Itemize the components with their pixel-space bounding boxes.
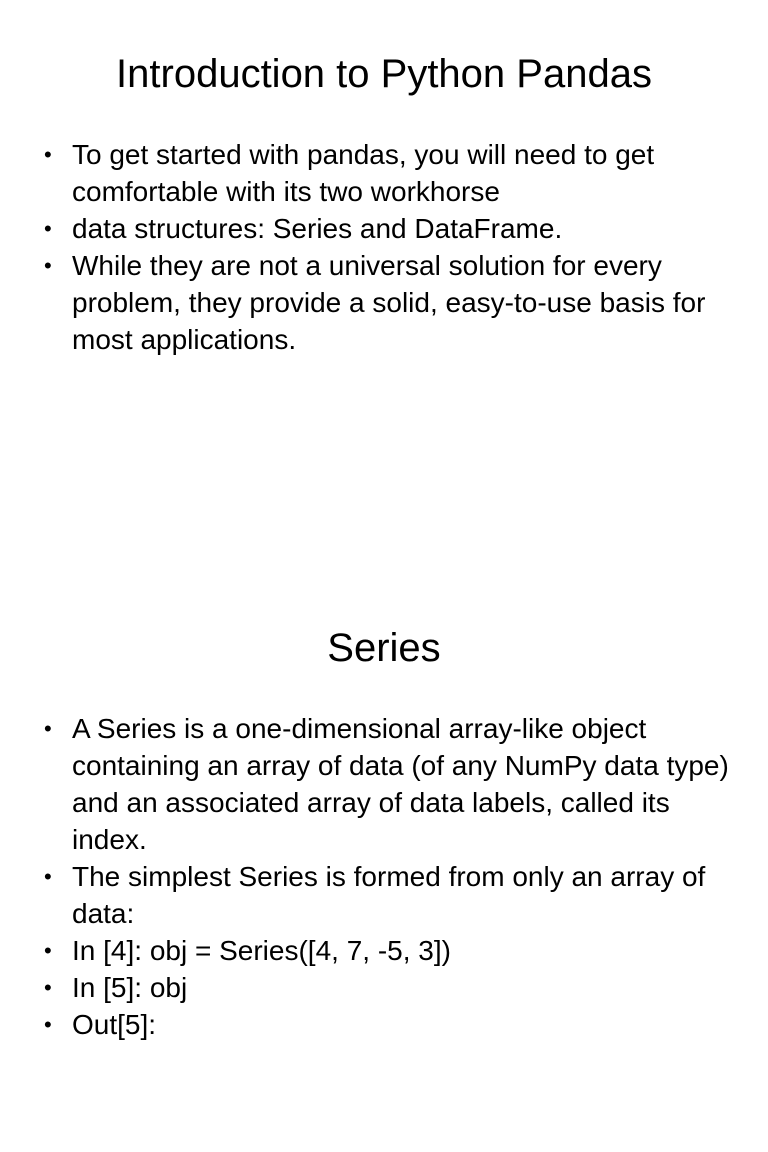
- bullet-text: The simplest Series is formed from only an array of data:: [72, 861, 706, 929]
- bullet-text: Out[5]:: [72, 1009, 157, 1040]
- bullet-item: [0, 710, 768, 858]
- bullet-text: To get started with pandas, you will need to get comfortable with its two workhorse: [72, 139, 655, 207]
- bullet-icon: •: [44, 253, 52, 278]
- bullet-item: [0, 932, 768, 969]
- bullet-icon: •: [44, 975, 52, 1000]
- slide-title: Series: [327, 626, 441, 670]
- bullet-icon: •: [44, 216, 52, 241]
- bullet-text: In [5]: obj: [72, 972, 188, 1003]
- bullet-item: [0, 858, 768, 932]
- slide-title: Introduction to Python Pandas: [116, 52, 652, 96]
- bullet-text: A Series is a one-dimensional array-like object containing an array of data (of any NumPy data type) and an associated array of data labels, called its index.: [72, 713, 729, 855]
- bullet-icon: •: [44, 864, 52, 889]
- bullet-item: [0, 247, 768, 358]
- bullet-item: [0, 969, 768, 1006]
- slide-series: [0, 576, 768, 1152]
- bullet-item: [0, 136, 768, 210]
- bullet-item: [0, 210, 768, 247]
- bullet-icon: •: [44, 142, 52, 167]
- bullet-text: data structures: Series and DataFrame.: [72, 213, 563, 244]
- bullet-list: [0, 710, 768, 1043]
- bullet-text: In [4]: obj = Series([4, 7, -5, 3]): [72, 935, 451, 966]
- bullet-item: [0, 1006, 768, 1043]
- bullet-icon: •: [44, 1012, 52, 1037]
- bullet-icon: •: [44, 716, 52, 741]
- bullet-icon: •: [44, 938, 52, 963]
- bullet-text: While they are not a universal solution for every problem, they provide a solid, easy-to-use basis for most applications.: [72, 250, 706, 355]
- bullet-list: [0, 136, 768, 358]
